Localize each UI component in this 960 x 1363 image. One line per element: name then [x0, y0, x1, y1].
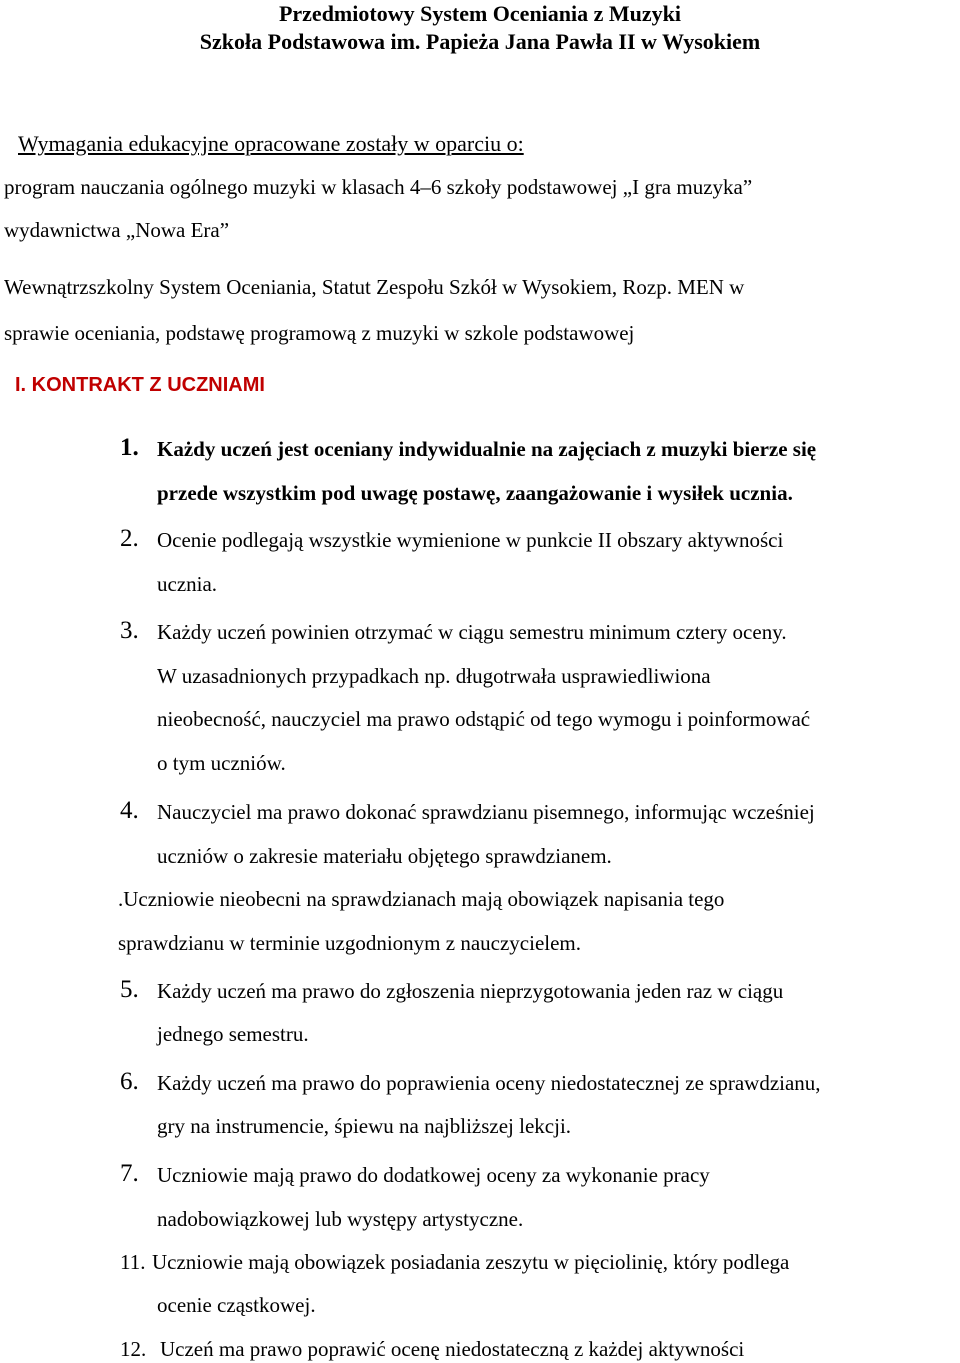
- item-4-number: 4.: [120, 797, 139, 824]
- requirements-heading: Wymagania edukacyjne opracowane zostały w oparciu o:: [18, 131, 524, 156]
- requirements-line-4: sprawie oceniania, podstawę programową z muzyki w szkole podstawowej: [4, 321, 635, 345]
- item-1-line-1: Każdy uczeń jest oceniany indywidualnie na zajęciach z muzyki bierze się: [157, 437, 817, 461]
- item-7-line-1: Uczniowie mają prawo do dodatkowej oceny za wykonanie pracy: [157, 1163, 710, 1187]
- item-6-number: 6.: [120, 1068, 139, 1095]
- item-1-number: 1.: [120, 434, 139, 461]
- item-12-number: 12.: [120, 1337, 147, 1361]
- item-2-number: 2.: [120, 525, 139, 552]
- item-3-line-3: nieobecność, nauczyciel ma prawo odstąpić od tego wymogu i poinformować: [157, 707, 811, 731]
- item-2-line-2: ucznia.: [157, 572, 218, 596]
- item-1-line-2: przede wszystkim pod uwagę postawę, zaangażowanie i wysiłek ucznia.: [157, 481, 793, 505]
- absent-students-line-2: sprawdzianu w terminie uzgodnionym z nauczycielem.: [118, 931, 582, 955]
- item-7-number: 7.: [120, 1160, 139, 1187]
- item-3-line-1: Każdy uczeń powinien otrzymać w ciągu semestru minimum cztery oceny.: [157, 620, 787, 644]
- item-11-line-2: ocenie cząstkowej.: [157, 1293, 316, 1317]
- absent-students-line-1: .Uczniowie nieobecni na sprawdzianach mają obowiązek napisania tego: [118, 887, 725, 911]
- item-12-line-1: Uczeń ma prawo poprawić ocenę niedostateczną z każdej aktywności: [160, 1337, 745, 1361]
- requirements-line-1: program nauczania ogólnego muzyki w klasach 4–6 szkoły podstawowej „I gra muzyka”: [4, 175, 753, 199]
- item-4-line-2: uczniów o zakresie materiału objętego sprawdzianem.: [157, 844, 612, 868]
- document-title-line-2: Szkoła Podstawowa im. Papieża Jana Pawła II w Wysokiem: [199, 29, 761, 54]
- requirements-line-2: wydawnictwa „Nowa Era”: [4, 218, 230, 242]
- item-5-line-2: jednego semestru.: [157, 1022, 309, 1046]
- item-5-number: 5.: [120, 976, 139, 1003]
- item-6-line-2: gry na instrumencie, śpiewu na najbliższej lekcji.: [157, 1114, 572, 1138]
- item-11-number: 11.: [120, 1250, 146, 1274]
- item-5-line-1: Każdy uczeń ma prawo do zgłoszenia nieprzygotowania jeden raz w ciągu: [157, 979, 784, 1003]
- item-7-line-2: nadobowiązkowej lub występy artystyczne.: [157, 1207, 524, 1231]
- item-2-line-1: Ocenie podlegają wszystkie wymienione w punkcie II obszary aktywności: [157, 528, 784, 552]
- item-3-number: 3.: [120, 617, 139, 644]
- item-3-line-2: W uzasadnionych przypadkach np. długotrwała usprawiedliwiona: [157, 664, 711, 688]
- item-4-line-1: Nauczyciel ma prawo dokonać sprawdzianu pisemnego, informując wcześniej: [157, 800, 815, 824]
- item-11-line-1: Uczniowie mają obowiązek posiadania zeszytu w pięciolinię, który podlega: [152, 1250, 790, 1274]
- item-6-line-1: Każdy uczeń ma prawo do poprawienia oceny niedostatecznej ze sprawdzianu,: [157, 1071, 821, 1095]
- requirements-line-3: Wewnątrzszkolny System Oceniania, Statut Zespołu Szkół w Wysokiem, Rozp. MEN w: [4, 275, 745, 299]
- document-title-line-1: Przedmiotowy System Oceniania z Muzyki: [278, 1, 682, 26]
- item-3-line-4: o tym uczniów.: [157, 751, 286, 775]
- section-heading-contract: I. KONTRAKT Z UCZNIAMI: [15, 374, 265, 396]
